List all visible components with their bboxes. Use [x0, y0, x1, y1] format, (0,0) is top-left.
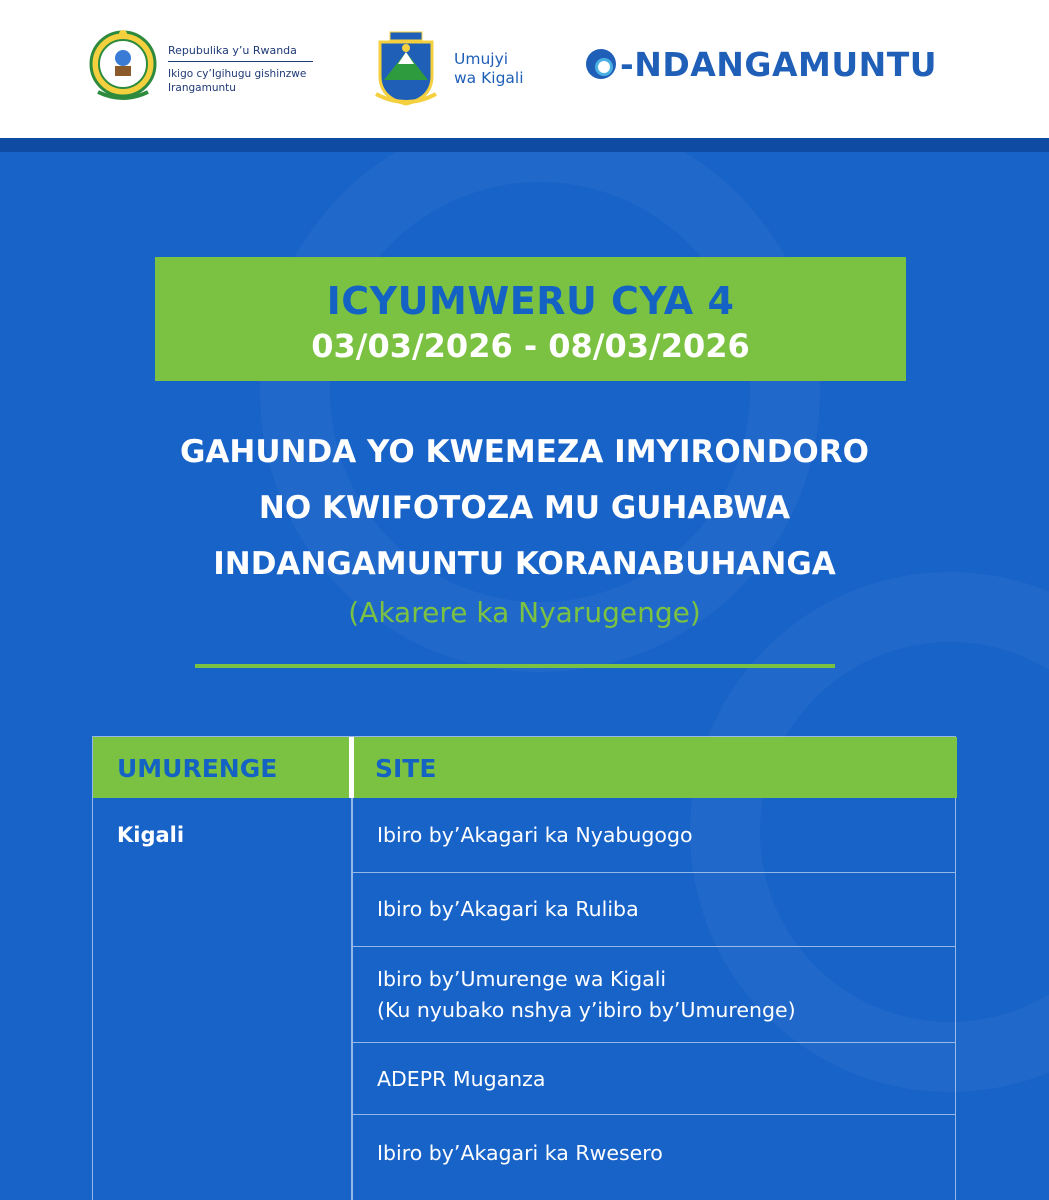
- headline-line: GAHUNDA YO KWEMEZA IMYIRONDORO: [179, 434, 870, 470]
- header: [0, 0, 1049, 138]
- site-name: Ibiro by’Umurenge wa Kigali: [377, 967, 667, 991]
- gov-logo-line2: Ikigo cy’Igihugu gishinzwe: [168, 68, 307, 80]
- table-row: [353, 798, 955, 873]
- city-logo-line1: Umujyi: [454, 50, 509, 68]
- site-note: (Ku nyubako nshya y’ibiro by’Umurenge): [377, 998, 796, 1022]
- table-row: [353, 947, 955, 1043]
- kigali-city-text: [454, 50, 524, 88]
- table-row: [353, 873, 955, 947]
- week-dates: 03/03/2026 - 08/03/2026: [311, 327, 750, 365]
- brand-name: -NDANGAMUNTU: [620, 44, 938, 84]
- week-title: ICYUMWERU CYA 4: [326, 279, 735, 323]
- headline-line: NO KWIFOTOZA MU GUHABWA: [258, 490, 791, 526]
- gov-logo-line1: Repubulika y’u Rwanda: [168, 44, 313, 62]
- e-letter-icon: [586, 49, 616, 79]
- table-row: [353, 1043, 955, 1115]
- district-name: (Akarere ka Nyarugenge): [348, 596, 701, 629]
- site-name: ADEPR Muganza: [377, 1067, 546, 1091]
- background-ring: [260, 152, 820, 672]
- headline: [60, 424, 989, 592]
- city-logo-line2: wa Kigali: [454, 69, 524, 87]
- sites-table: [92, 736, 956, 1200]
- headline-line: INDANGAMUNTU KORANABUHANGA: [213, 546, 836, 582]
- sector-name: Kigali: [117, 823, 185, 847]
- kigali-city-logo: [372, 28, 440, 108]
- column-header-umurenge: UMURENGE: [117, 754, 278, 783]
- main-panel: [0, 152, 1049, 1200]
- gov-logo-text: [168, 44, 313, 95]
- gov-logo-line3: Irangamuntu: [168, 82, 236, 94]
- rwanda-coat-of-arms-logo: [88, 28, 158, 104]
- header-stripe: [0, 138, 1049, 152]
- header-separator: [349, 737, 354, 798]
- column-header-site: SITE: [375, 754, 437, 783]
- site-name: Ibiro by’Akagari ka Nyabugogo: [377, 823, 693, 847]
- site-name: Ibiro by’Akagari ka Rwesero: [377, 1141, 663, 1165]
- week-banner: [155, 257, 906, 381]
- site-name: Ibiro by’Akagari ka Ruliba: [377, 897, 639, 921]
- divider: [195, 664, 835, 668]
- e-ndangamuntu-logo: [586, 44, 937, 84]
- table-header: [93, 737, 957, 798]
- table-row: [353, 1115, 955, 1200]
